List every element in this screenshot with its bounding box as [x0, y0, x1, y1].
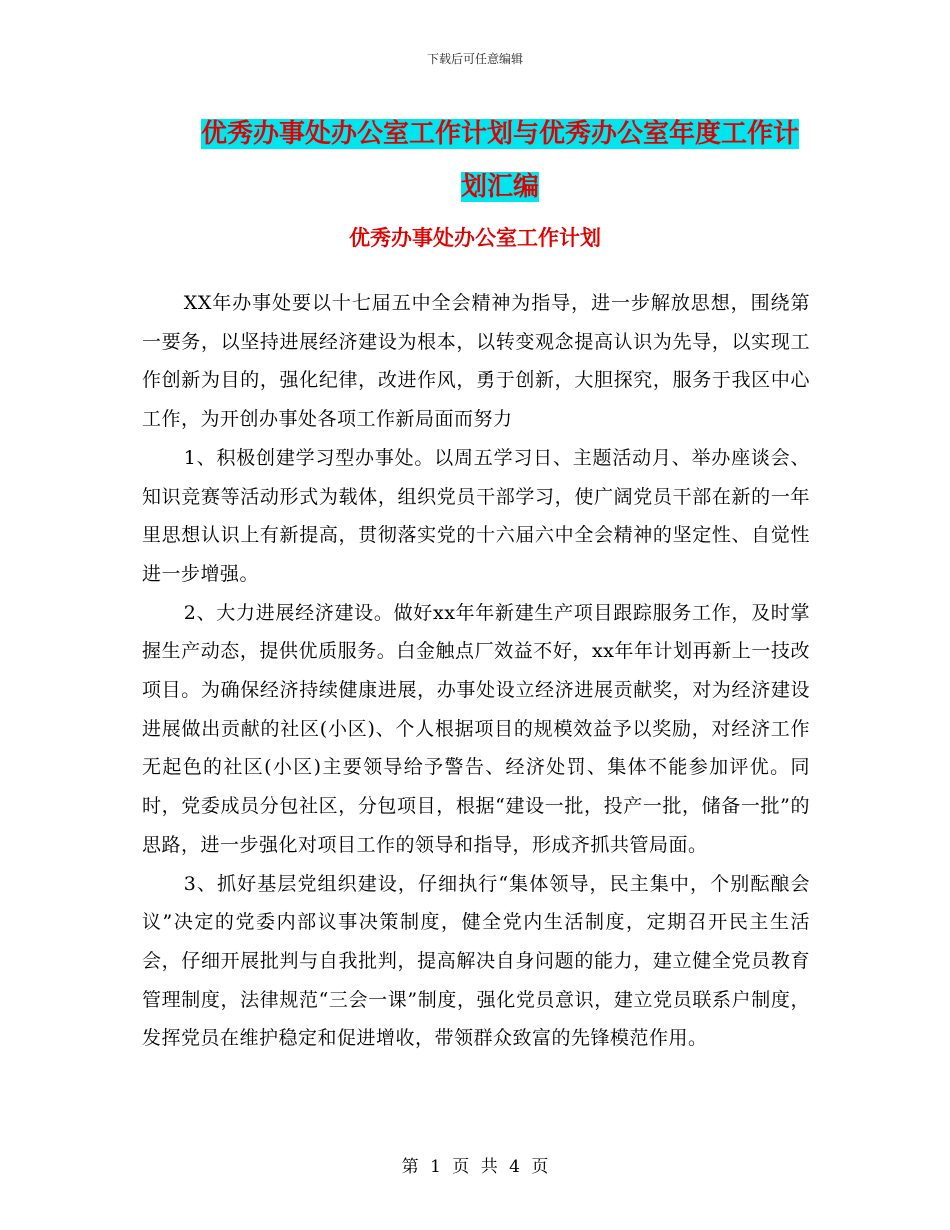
paragraph-intro: XX年办事处要以十七届五中全会精神为指导，进一步解放思想，围绕第一要务，以坚持进展经济建设为根本，以转变观念提高认识为先导，以实现工作创新为目的，强化纪律，改进作风，勇于创新，大胆探究，服务于我区中心工作，为开创办事处各项工作新局面而努力: [142, 292, 810, 431]
paragraph-item-1: 1、积极创建学习型办事处。以周五学习日、主题活动月、举办座谈会、知识竞赛等活动形式为载体，组织党员干部学习，使广阔党员干部在新的一年里思想认识上有新提高，贯彻落实党的十六届六中全会精神的坚定性、自觉性进一步增强。: [142, 446, 810, 585]
section-heading: 优秀办事处办公室工作计划: [349, 225, 601, 250]
title-line-2: [140, 161, 860, 214]
title-line-1: [140, 108, 860, 161]
title-line-1-text: 优秀办事处办公室工作计划与优秀办公室年度工作计: [200, 119, 799, 149]
paragraph-item-2: 2、大力进展经济建设。做好xx年年新建生产项目跟踪服务工作，及时掌握生产动态，提供优质服务。白金触点厂效益不好，xx年年计划再新上一技改项目。为确保经济持续健康进展，办事处设立经济进展贡献奖，对为经济建设进展做出贡献的社区(小区)、个人根据项目的规模效益予以奖励，对经济工作无起色的社区(小区)主要领导给予警告、经济处罚、集体不能参加评优。同时，党委成员分包社区，分包项目，根据“建设一批，投产一批，储备一批”的思路，进一步强化对项目工作的领导和指导，形成齐抓共管局面。: [142, 601, 810, 856]
header-note: 下载后可任意编辑: [426, 52, 523, 66]
title-line-2-text: 划汇编: [460, 172, 539, 202]
page-footer: 第 1 页 共 4 页: [401, 1157, 549, 1177]
document-title: [140, 108, 860, 214]
body-text: [142, 284, 810, 1058]
paragraph-item-3: 3、抓好基层党组织建设，仔细执行“集体领导，民主集中，个别酝酿会议”决定的党委内部议事决策制度，健全党内生活制度，定期召开民主生活会，仔细开展批判与自我批判，提高解决自身问题的能力，建立健全党员教育管理制度，法律规范“三会一课”制度，强化党员意识，建立党员联系户制度，发挥党员在维护稳定和促进增收，带领群众致富的先锋模范作用。: [142, 872, 810, 1050]
